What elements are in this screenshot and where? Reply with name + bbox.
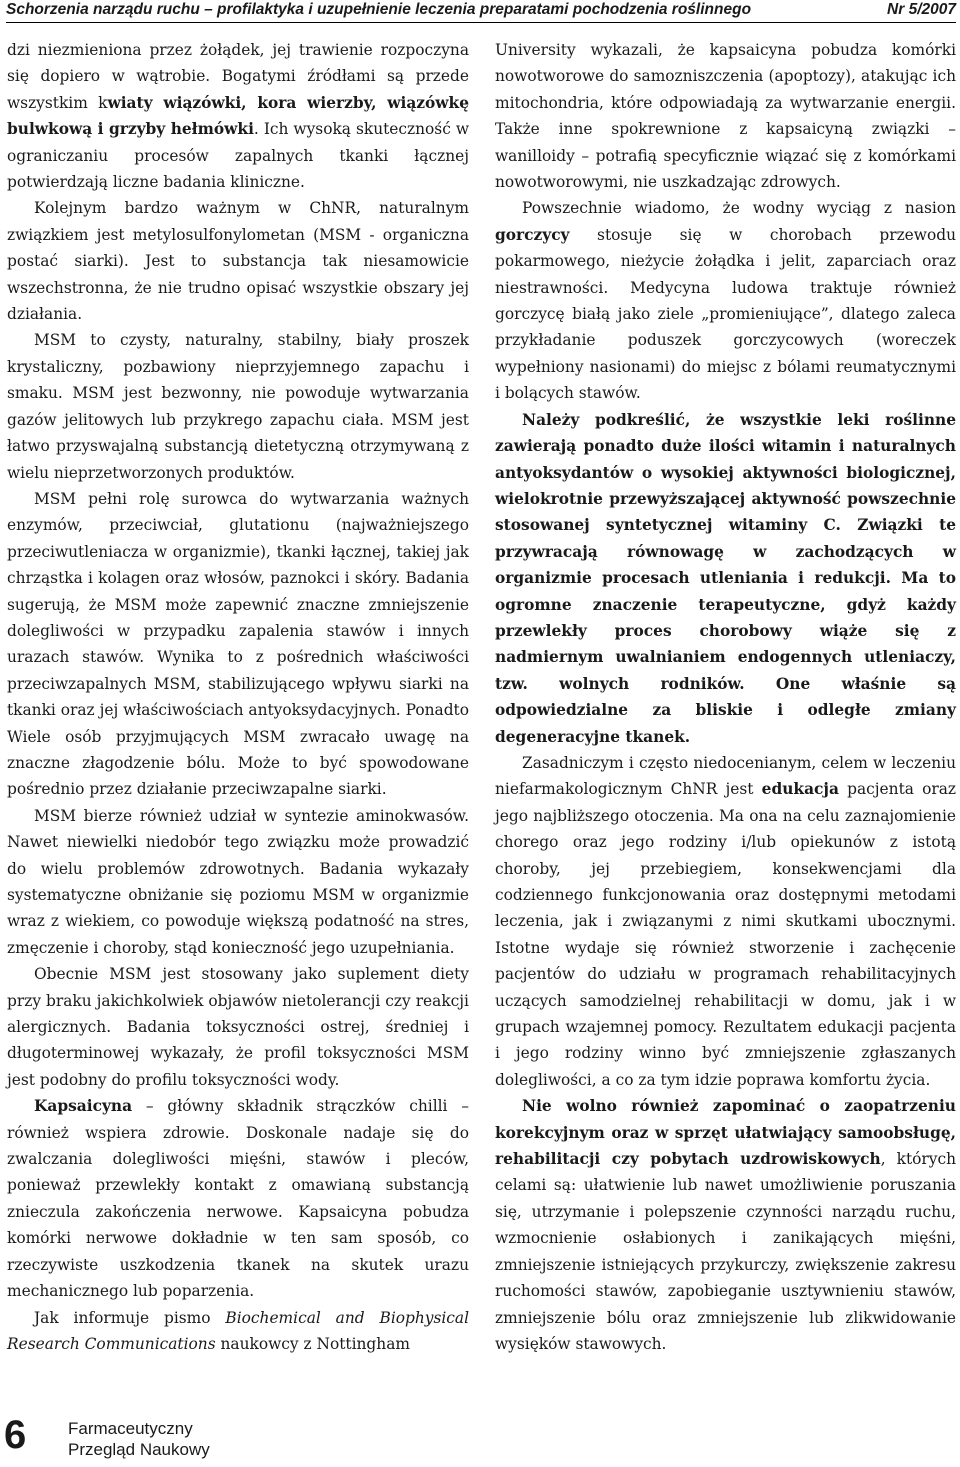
text-run: – główny składnik strączków chilli – również wspiera zdrowie. Doskonale nadaje się do zwalczania dolegliwości mięśni, stawów i pleców, ponieważ przewlekły kontakt z omawianą substancją znieczula zakończenia nerwowe. Kapsaicyna pobudza komórki nerwowe dokładnie w ten sam sposób, co rzeczywiste uszkodzenia tkanek na skutek urazu mechanicznego lub poparzenia. <box>7 1097 469 1301</box>
paragraph <box>495 195 956 406</box>
text-run: MSM pełni rolę surowca do wytwarzania ważnych enzymów, przeciwciał, glutationu (najważniejszego przeciwutleniacza w organizmie), tkanki łącznej, takiej jak chrząstka i kolagen oraz włosów, paznokci i skóry. Badania sugerują, że MSM może zapewnić znaczne zmniejszenie dolegliwości w przypadku zapalenia stawów i innych urazach stawów. Wynika to z pośrednich właściwości przeciwzapalnych MSM, stabilizującego wpływu siarki na tkanki oraz jej właściwościach antyoksydacyjnych. Ponadto Wiele osób przyjmujących MSM zwracało uwagę na znaczne złagodzenie bólu. Może to być spowodowane pośrednio przez działanie przeciwzapalne siarki. <box>7 489 469 799</box>
bold-text: wiaty wiązówki, kora wierzby, wiązówkę bulwkową i grzyby hełmówki <box>7 93 469 139</box>
text-run: Powszechnie wiadomo, że wodny wyciąg z nasion <box>522 199 956 218</box>
journal-name <box>68 1418 210 1460</box>
paragraph <box>495 407 956 750</box>
text-run: MSM to czysty, naturalny, stabilny, biały proszek krystaliczny, pozbawiony nieprzyjemnego zapachu i smaku. MSM jest bezwonny, nie powoduje wytwarzania gazów jelitowych lub przykrego zapachu ciała. MSM jest łatwo przyswajalną substancją dietetyczną otrzymywaną z wielu nieprzetworzonych produktów. <box>7 331 469 482</box>
paragraph <box>7 486 469 803</box>
paragraph <box>495 1093 956 1357</box>
left-column <box>7 37 469 1357</box>
paragraph <box>495 750 956 1093</box>
issue-number: Nr 5/2007 <box>887 1 956 18</box>
text-run: dzi niezmieniona przez żołądek, jej trawienie rozpoczyna się dopiero w wątrobie. Bogatymi źródłami są przede wszystkim k <box>7 41 469 112</box>
paragraph <box>7 37 469 195</box>
page-number: 6 <box>4 1413 27 1457</box>
running-header <box>6 0 956 22</box>
header-rule <box>6 22 956 23</box>
journal-name-line-1: Farmaceutyczny <box>68 1419 193 1438</box>
text-run: . Ich wysoką skuteczność w ograniczaniu procesów zapalnych tkanki łącznej potwierdzają liczne badania kliniczne. <box>7 120 469 192</box>
paragraph <box>7 1305 469 1358</box>
text-run: pacjenta oraz jego najbliższego otoczenia. Ma ona na celu zaznajomienie chorego oraz jego rodziny i/lub opiekunów z istotą choroby, jej przebiegiem, konsekwencjami dla codziennego funkcjonowania oraz dostępnymi metodami leczenia, jak i związanymi z nimi skutkami ubocznymi. Istotne wydaje się również stworzenie i zachęcenie pacjentów do udziału w programach rehabilitacyjnych uczących samodzielnej rehabilitacji w domu, jak i w grupach wzajemnej pomocy. Rezultatem edukacji pacjenta i jego rodziny winno być zmniejszenie zgłaszanych dolegliwości, a co za tym idzie poprawa komfortu życia. <box>495 780 957 1089</box>
bold-text: Kapsaicyna <box>34 1097 133 1116</box>
text-run: , których celami są: ułatwienie lub nawet umożliwienie poruszania się, utrzymanie i polepszenie czynności narządu ruchu, wzmocnienie osłabionych i zanikających mięśni, zmniejszenie istniejących przykurczy, zwiększenie zakresu ruchomości stawów, zapobieganie usztywnieniu stawów, zmniejszenie bólu oraz zmniejszenie lub zlikwidowanie wysięków stawowych. <box>495 1150 956 1353</box>
text-run: MSM bierze również udział w syntezie aminokwasów. Nawet niewielki niedobór tego związku może prowadzić do wielu problemów zdrowotnych. Badania wykazały systematyczne obniżanie się poziomu MSM w organizmie wraz z wiekiem, co powoduje większą podatność na stres, zmęczenie i choroby, stąd konieczność jego uzupełniania. <box>7 806 469 957</box>
text-run: stosuje się w chorobach przewodu pokarmowego, nieżycie żołądka i jelit, zaparciach oraz niestrawności. Medycyna ludowa traktuje również gorczycę białą jako ziele „promieniujące”, dlatego zaleca przykładanie poduszek gorczycowych (woreczek wypełniony nasionami) do miejsc z bólami reumatycznymi i bolących stawów. <box>495 225 956 403</box>
paragraph <box>7 195 469 327</box>
paragraph <box>495 37 956 195</box>
text-run: Jak informuje pismo <box>34 1308 226 1327</box>
bold-text: Należy podkreślić, że wszystkie leki roślinne zawierają ponadto duże ilości witamin i naturalnych antyoksydantów o wysokiej aktywności biologicznej, wielokrotnie przewyższającej aktywność powszechnie stosowanej syntetycznej witaminy C. Związki te przywracają równowagę w zachodzących w organizmie procesach utleniania i redukcji. Ma to ogromne znaczenie terapeutyczne, gdyż każdy przewlekły proces chorobowy wiąże się z nadmiernym uwalnianiem endogennych utleniaczy, tzw. wolnych rodników. One właśnie są odpowiedzialne za bliskie i odległe zmiany degeneracyjne tkanek. <box>495 410 956 746</box>
text-run: Kolejnym bardzo ważnym w ChNR, naturalnym związkiem jest metylosulfonylometan (MSM - organiczna postać siarki). Jest to substancja tak niesamowicie wszechstronna, że nie trudno opisać wszystkie obszary jej działania. <box>7 199 469 324</box>
paragraph <box>7 327 469 485</box>
text-run: Obecnie MSM jest stosowany jako suplement diety przy braku jakichkolwiek objawów nietolerancji czy reakcji alergicznych. Badania toksyczności ostrej, średniej i długoterminowej wykazały, że profil toksyczności MSM jest podobny do profilu toksyczności wody. <box>7 965 469 1089</box>
text-run: Zasadniczym i często niedocenianym, celem w leczeniu niefarmakologicznym ChNR jest <box>495 753 956 799</box>
bold-text: edukacja <box>761 780 839 799</box>
text-run: University wykazali, że kapsaicyna pobudza komórki nowotworowe do samozniszczenia (apoptozy), atakując ich mitochondria, które odpowiadają za wytwarzanie energii. Także inne spokrewnione z kapsaicyną związki – wanilloidy – potrafią specyficznie wiązać się z komórkami nowotworowymi, nie uszkadzając zdrowych. <box>495 41 956 192</box>
paragraph <box>7 1093 469 1304</box>
right-column <box>495 37 956 1357</box>
bold-text: gorczycy <box>495 225 570 244</box>
running-header-title: Schorzenia narządu ruchu – profilaktyka i uzupełnienie leczenia preparatami pochodzenia roślinnego <box>6 1 752 18</box>
paragraph <box>7 803 469 961</box>
italic-text: Biochemical and Biophysical Research Communications <box>7 1308 470 1353</box>
paragraph <box>7 961 469 1093</box>
journal-name-line-2: Przegląd Naukowy <box>68 1440 210 1459</box>
bold-text: Nie wolno również zapominać o zaopatrzeniu korekcyjnym oraz w sprzęt ułatwiający samoobsługę, rehabilitacji czy pobytach uzdrowiskowych <box>495 1097 956 1169</box>
text-run: naukowcy z Nottingham <box>215 1334 410 1353</box>
